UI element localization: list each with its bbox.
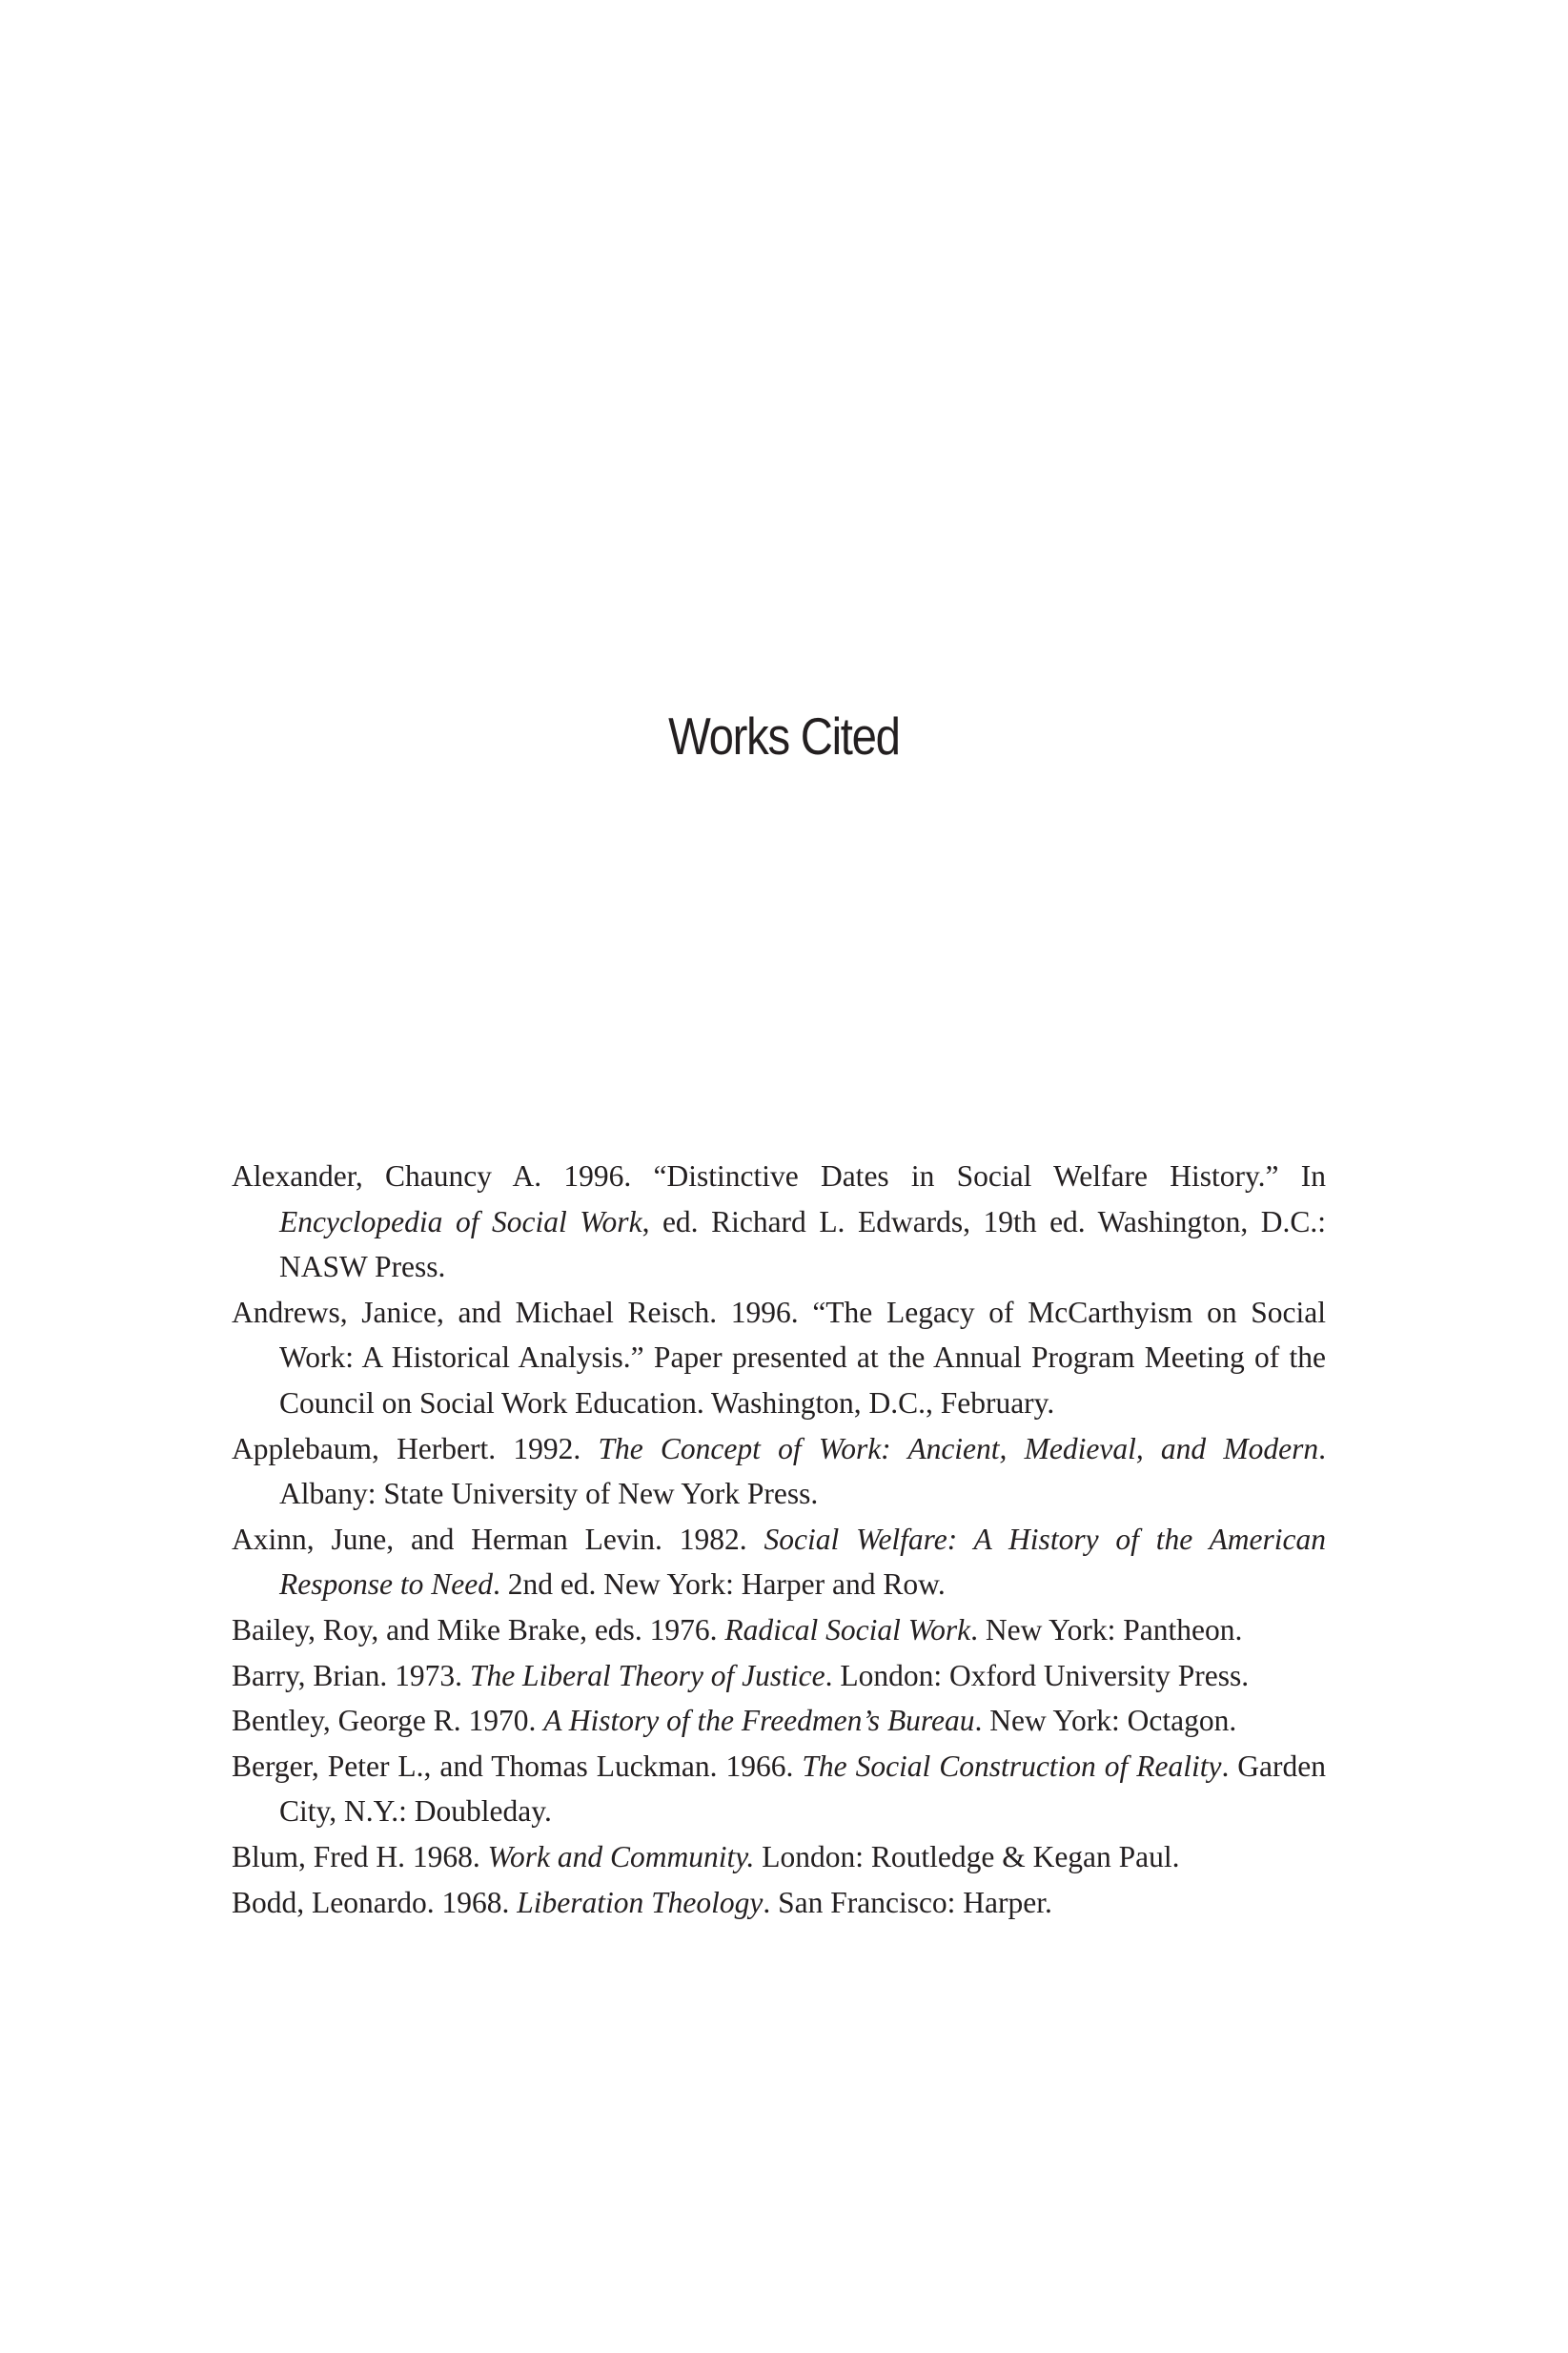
reference-entry bbox=[232, 1154, 1326, 1290]
reference-entry bbox=[232, 1607, 1326, 1653]
reference-title: Radical Social Work bbox=[724, 1612, 971, 1647]
reference-text: London: Routledge & Kegan Paul. bbox=[754, 1839, 1180, 1873]
reference-text: , ed. Richard L. Edwards, 19th ed. Washington, D.C.: NASW Press. bbox=[279, 1204, 1326, 1284]
reference-text: Andrews, Janice, and Michael Reisch. 1996. “The Legacy of McCarthyism on Social Work: A Historical Analysis.” Paper presented at the Annual Program Meeting of the Council on Social Work Education. Washington, D.C., February. bbox=[232, 1295, 1326, 1420]
page-title: Works Cited bbox=[668, 706, 900, 766]
reference-text: Barry, Brian. 1973. bbox=[232, 1658, 470, 1692]
works-cited-list bbox=[232, 1154, 1326, 1925]
reference-text: Applebaum, Herbert. 1992. bbox=[232, 1431, 599, 1465]
reference-text: . Garden City, N.Y.: Doubleday. bbox=[279, 1749, 1326, 1829]
reference-text: Bentley, George R. 1970. bbox=[232, 1704, 544, 1738]
reference-text: Bailey, Roy, and Mike Brake, eds. 1976. bbox=[232, 1612, 725, 1647]
reference-entry bbox=[232, 1698, 1326, 1744]
reference-text: Alexander, Chauncy A. 1996. “Distinctive Dates in Social Welfare History.” In bbox=[232, 1159, 1326, 1193]
reference-text: . New York: Pantheon. bbox=[970, 1612, 1243, 1647]
reference-title: Work and Community. bbox=[487, 1839, 755, 1873]
reference-entry bbox=[232, 1517, 1326, 1607]
reference-title: Encyclopedia of Social Work bbox=[279, 1204, 642, 1238]
reference-text: . New York: Octagon. bbox=[974, 1704, 1237, 1738]
reference-title: The Social Construction of Reality bbox=[802, 1749, 1222, 1783]
reference-entry bbox=[232, 1880, 1326, 1926]
reference-text: Blum, Fred H. 1968. bbox=[232, 1839, 488, 1873]
reference-text: Axinn, June, and Herman Levin. 1982. bbox=[232, 1522, 764, 1556]
reference-title: The Concept of Work: Ancient, Medieval, and Modern bbox=[598, 1431, 1319, 1465]
reference-entry bbox=[232, 1426, 1326, 1517]
reference-entry bbox=[232, 1653, 1326, 1699]
reference-text: Bodd, Leonardo. 1968. bbox=[232, 1885, 518, 1919]
reference-title: A History of the Freedmen’s Bureau bbox=[543, 1704, 975, 1738]
reference-title: Social Welfare: A History of the American Response to Need bbox=[279, 1522, 1326, 1602]
reference-entry bbox=[232, 1834, 1326, 1880]
reference-entry bbox=[232, 1744, 1326, 1834]
reference-text: . San Francisco: Harper. bbox=[763, 1885, 1052, 1919]
reference-text: . Albany: State University of New York Press. bbox=[279, 1431, 1327, 1511]
reference-text: . London: Oxford University Press. bbox=[825, 1658, 1250, 1692]
reference-title: The Liberal Theory of Justice bbox=[469, 1658, 825, 1692]
reference-title: Liberation Theology bbox=[517, 1885, 764, 1919]
reference-entry bbox=[232, 1290, 1326, 1426]
reference-text: . 2nd ed. New York: Harper and Row. bbox=[492, 1567, 946, 1602]
reference-text: Berger, Peter L., and Thomas Luckman. 1966. bbox=[232, 1749, 803, 1783]
